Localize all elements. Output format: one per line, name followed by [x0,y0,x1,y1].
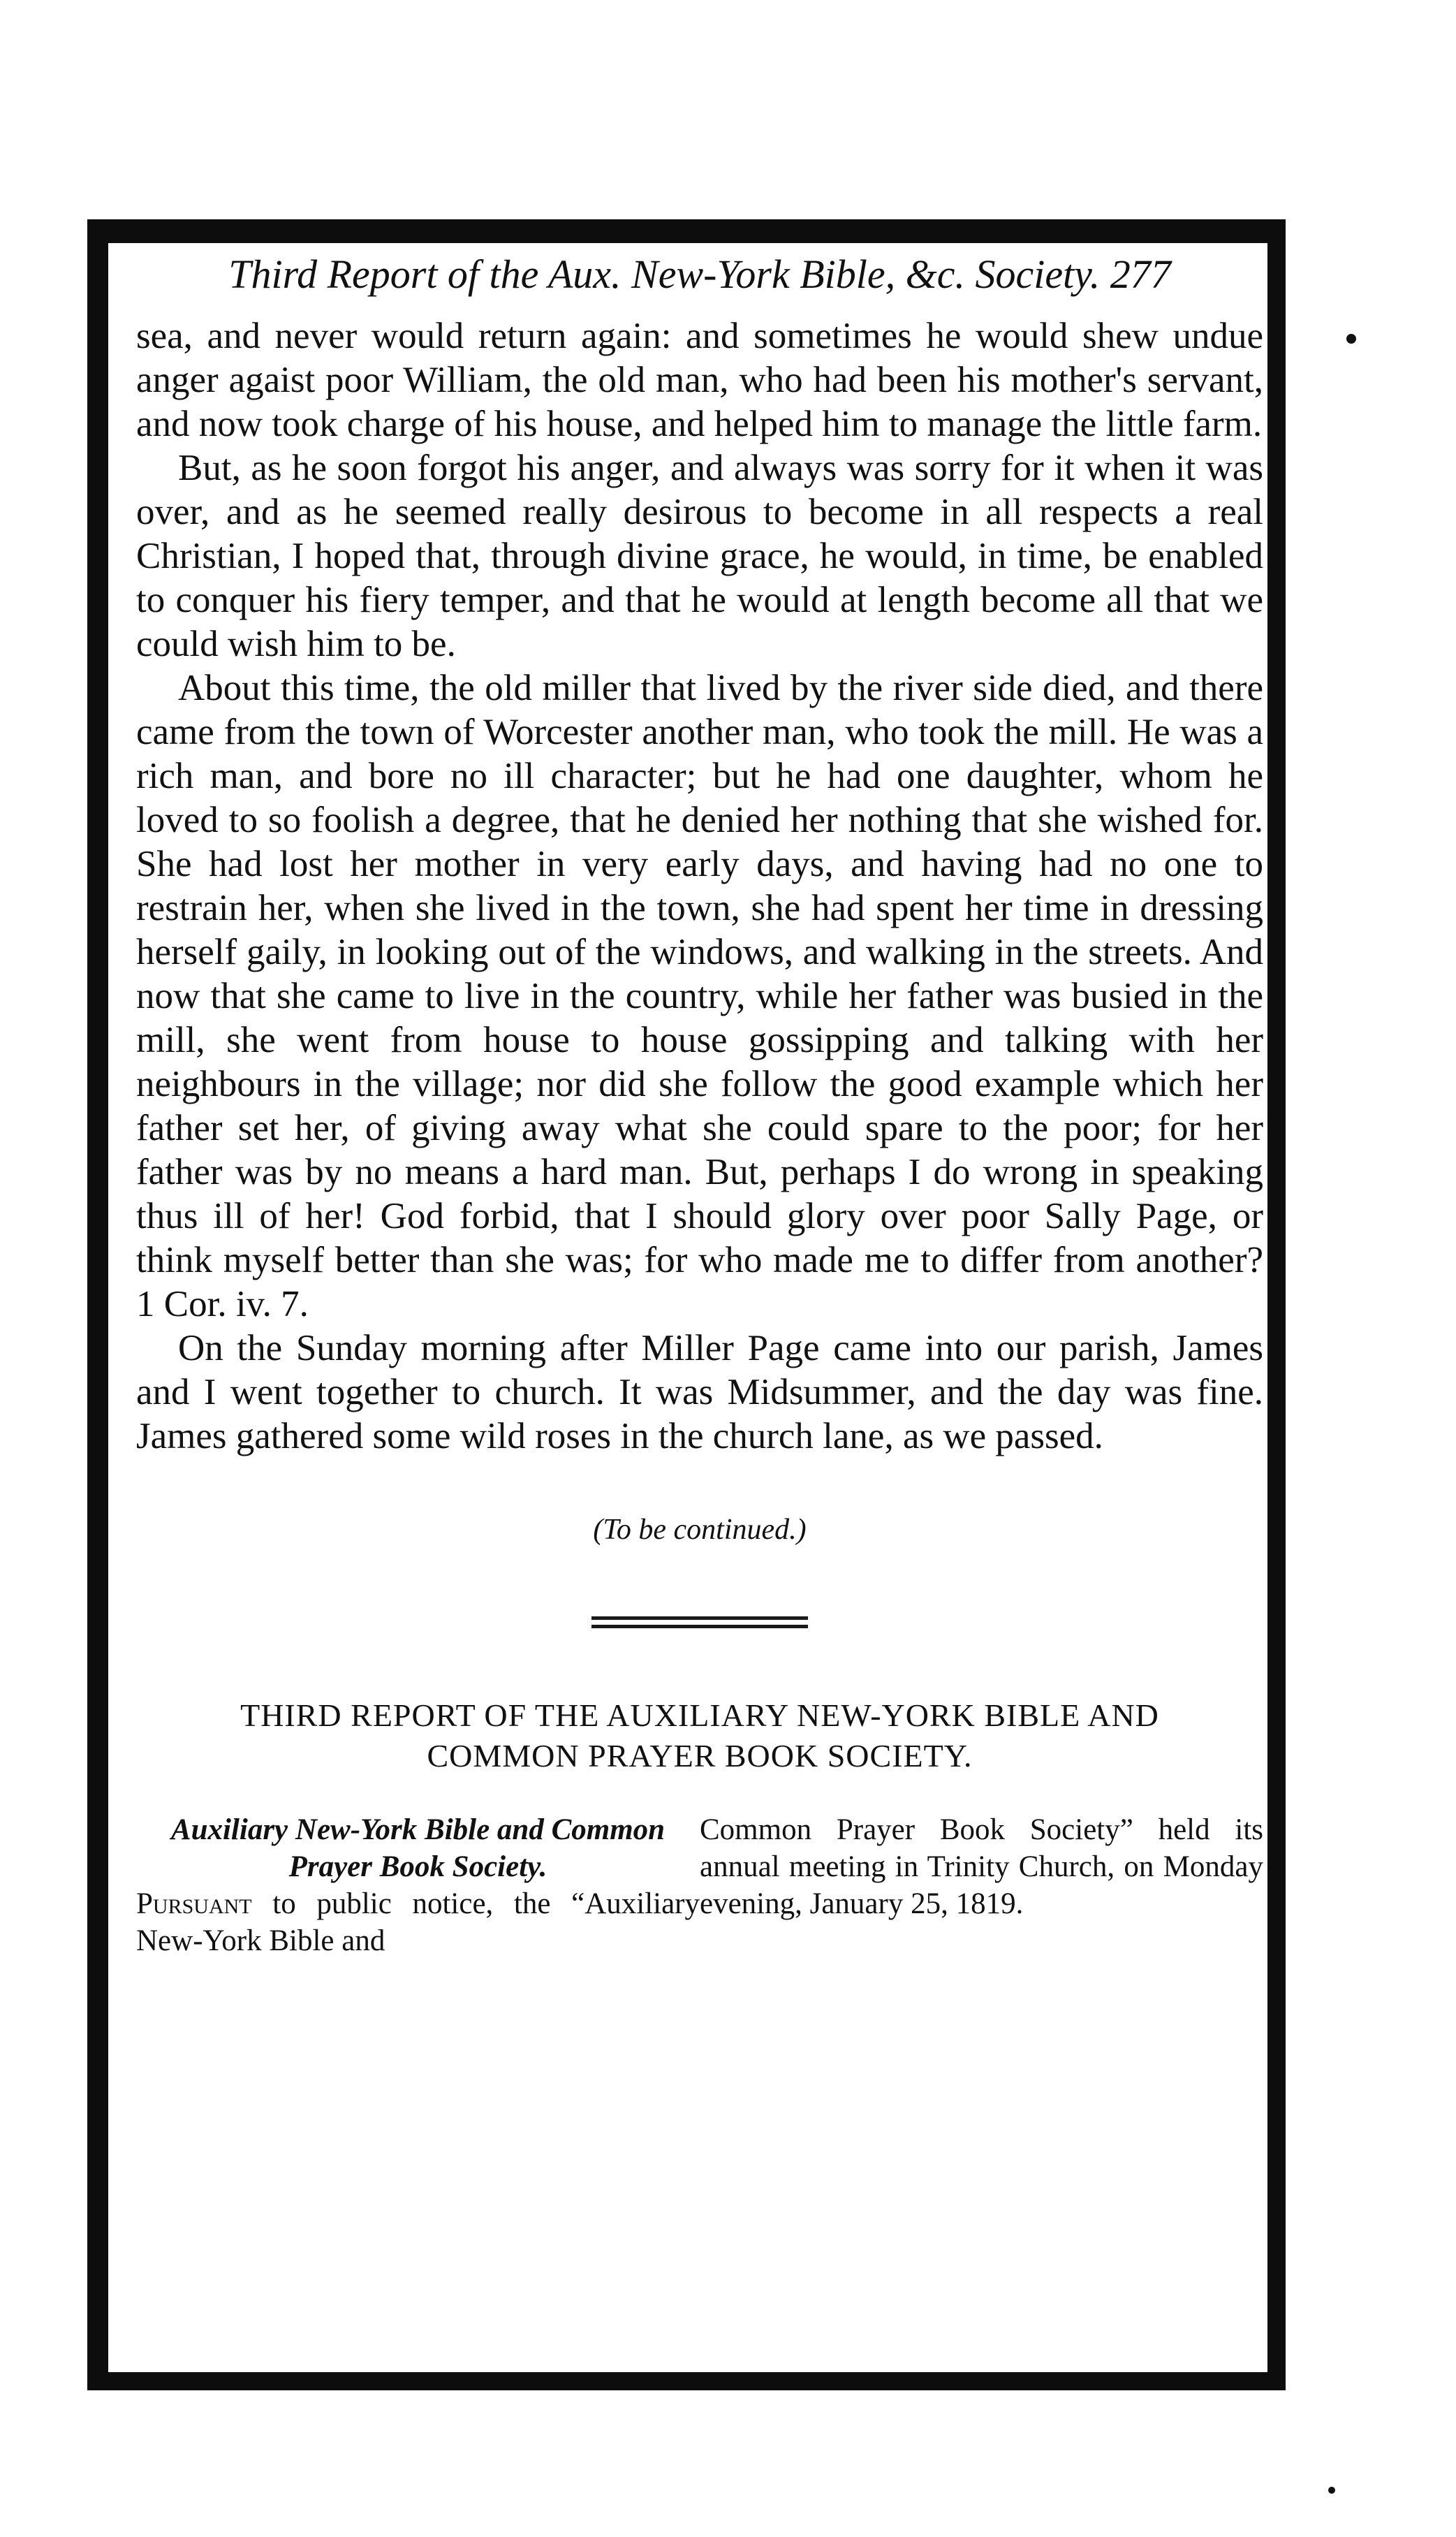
column-heading: Auxiliary New-York Bible and Common Prayer Book Society. [170,1813,666,1883]
column-text: Common Prayer Book Society” held its annual meeting in Trinity Church, on Monday evening, January 25, 1819. [700,1813,1263,1920]
column-text: to public notice, the “Auxiliary New-York Bible and [136,1887,700,1957]
section-divider [591,1616,808,1628]
report-title-line: COMMON PRAYER BOOK SOCIETY. [427,1738,973,1774]
paragraph: On the Sunday morning after Miller Page came into our parish, James and I went together to church. It was Midsummer, and the day was fine. James gathered some wild roses in the church lane, as we passed. [136,1328,1263,1456]
running-head: Third Report of the Aux. New-York Bible, &c. Society. 277 [228,251,1171,297]
paragraph: sea, and never would return again: and sometimes he would shew undue anger agaist poor William, the old man, who had been his mother's servant, and now took charge of his house, and helped him to manage the little farm. [136,316,1263,444]
to-be-continued-note: (To be continued.) [593,1514,807,1546]
paragraph: About this time, the old miller that lived by the river side died, and there came from the town of Worcester another man, who took the mill. He was a rich man, and bore no ill character; but he had one daughter, whom he loved to so foolish a degree, that he denied her nothing that she wished for. She had lost her mother in very early days, and having had no one to restrain her, when she lived in the town, she had spent her time in dressing herself gaily, in looking out of the windows, and walking in the streets. And now that she came to live in the country, while her father was busied in the mill, she went from house to house gossipping and talking with her neighbours in the village; nor did she follow the good example which her father set her, of giving away what she could spare to the poor; for her father was by no means a hard man. But, perhaps I do wrong in speaking thus ill of her! God forbid, that I should glory over poor Sally Page, or think myself better than she was; for who made me to differ from another? 1 Cor. iv. 7. [136,668,1263,1324]
page-content [136,250,1263,2365]
page-border [87,219,1286,2390]
paragraph: But, as he soon forgot his anger, and always was sorry for it when it was over, and as he seemed really desirous to become in all respects a real Christian, I hoped that, through divine grace, he would, in time, be enabled to conquer his fiery temper, and that he would at length become all that we could wish him to be. [136,448,1263,664]
divider-line [591,1616,808,1620]
two-column-text [136,1811,1263,1959]
left-column [136,1811,700,1959]
right-column [700,1811,1263,1959]
ink-spot [1346,334,1356,344]
report-title-line: THIRD REPORT OF THE AUXILIARY NEW-YORK BIBLE AND [240,1697,1159,1733]
ink-spot [1328,2487,1335,2494]
column-paragraph [136,1885,700,1959]
lead-word: Pursuant [136,1887,252,1920]
article-body [136,314,1263,1458]
divider-line [591,1625,808,1628]
report-title [136,1695,1263,1776]
